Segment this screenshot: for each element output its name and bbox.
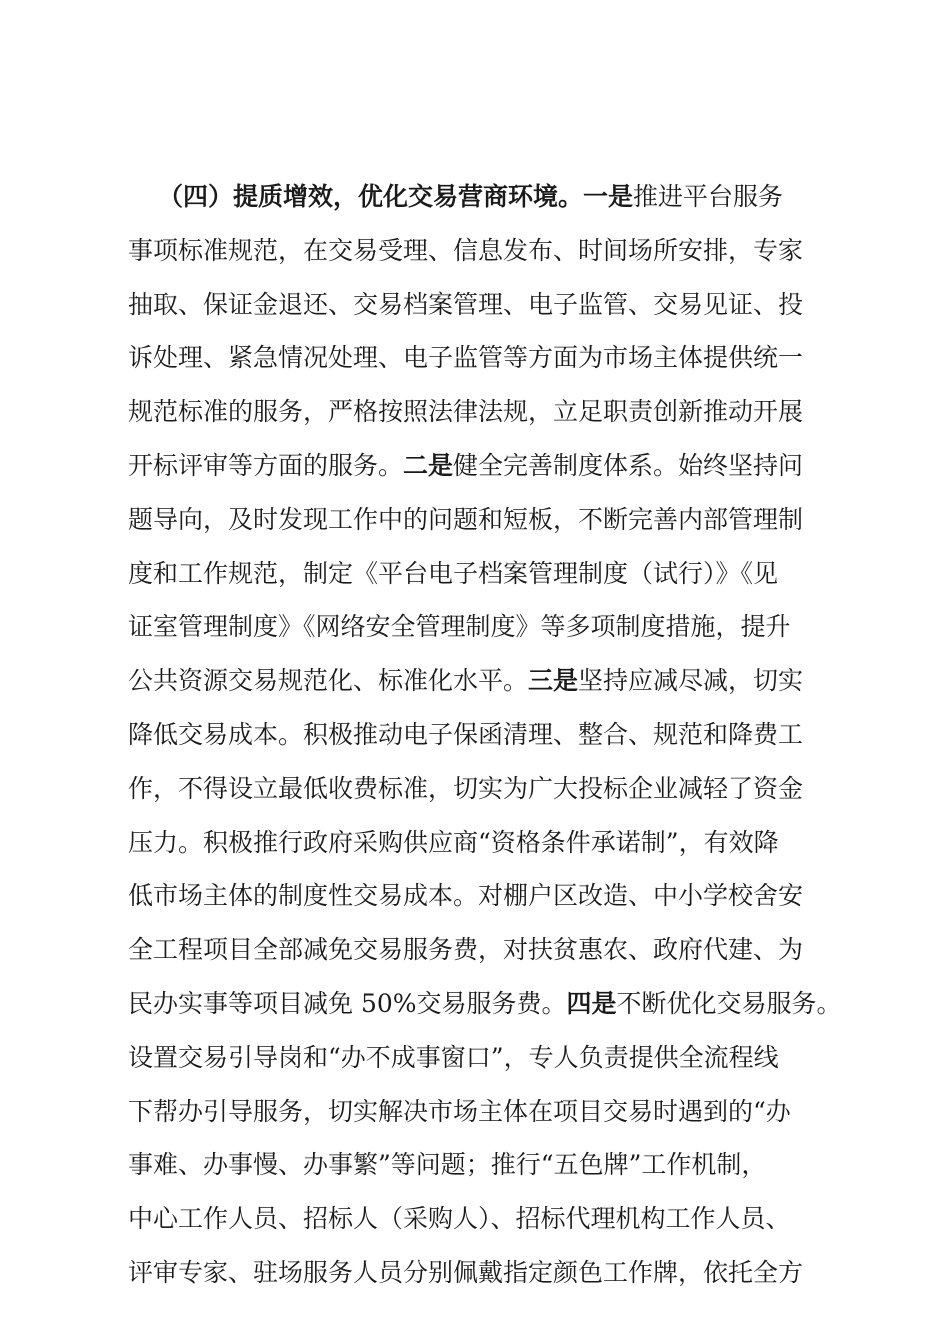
text-segment: 中心工作人员、招标人（采购人）、招标代理机构工作人员、 [128, 1204, 791, 1234]
text-segment: 推进平台服务 [633, 182, 784, 211]
text-line [128, 923, 850, 977]
text-line [128, 1085, 850, 1139]
text-line [128, 762, 850, 816]
section-heading: （四）提质增效，优化交易营商环境。 [158, 182, 584, 211]
text-line [128, 385, 850, 439]
text-segment: 坚持应减尽减，切实 [578, 666, 804, 696]
text-segment: 抽取、保证金退还、交易档案管理、电子监管、交易见证、投 [128, 289, 804, 319]
text-segment: 度和工作规范，制定《平台电子档案管理制度（试行）》《见 [128, 558, 779, 588]
text-line [128, 493, 850, 547]
text-segment: 下帮办引导服务，切实解决市场主体在项目交易时遇到的“办 [128, 1096, 791, 1126]
text-segment: 规范标准的服务，严格按照法律法规，立足职责创新推动开展 [128, 397, 804, 427]
text-line [128, 1138, 850, 1192]
point-marker: 二是 [403, 450, 454, 480]
text-segment: 设置交易引导岗和“办不成事窗口”，专人负责提供全流程线 [128, 1042, 779, 1072]
body-paragraph [128, 170, 850, 1300]
text-line [128, 547, 850, 601]
point-marker: 三是 [528, 666, 579, 696]
text-segment: 健全完善制度体系。始终坚持问 [453, 450, 804, 480]
text-line [128, 439, 850, 493]
text-segment: 证室管理制度》《网络安全管理制度》等多项制度措施，提升 [128, 612, 791, 642]
text-line [128, 278, 850, 332]
point-marker: 四是 [566, 988, 617, 1018]
text-line [128, 1246, 850, 1300]
text-segment: 全工程项目全部减免交易服务费，对扶贫惠农、政府代建、为 [128, 935, 804, 965]
text-segment: 作，不得设立最低收费标准，切实为广大投标企业减轻了资金 [128, 773, 804, 803]
text-line [128, 170, 850, 224]
text-segment: 题导向，及时发现工作中的问题和短板，不断完善内部管理制 [128, 504, 804, 534]
text-line [128, 1031, 850, 1085]
text-segment: 不断优化交易服务。 [616, 988, 842, 1018]
text-line [128, 224, 850, 278]
text-segment: 民办实事等项目减免 50%交易服务费。 [128, 988, 567, 1018]
text-segment: 公共资源交易规范化、标准化水平。 [128, 666, 529, 696]
text-line [128, 654, 850, 708]
text-segment: 降低交易成本。积极推动电子保函清理、整合、规范和降费工 [128, 719, 804, 749]
text-line [128, 600, 850, 654]
text-line [128, 708, 850, 762]
text-segment: 事项标准规范，在交易受理、信息发布、时间场所安排，专家 [128, 235, 804, 265]
text-line [128, 331, 850, 385]
text-line [128, 977, 850, 1031]
text-segment: 事难、办事慢、办事繁”等问题；推行“五色牌”工作机制， [128, 1150, 767, 1180]
text-segment: 开标评审等方面的服务。 [128, 450, 404, 480]
text-segment: 评审专家、驻场服务人员分别佩戴指定颜色工作牌，依托全方 [128, 1257, 804, 1287]
text-line [128, 1192, 850, 1246]
point-marker: 一是 [583, 182, 634, 211]
text-line [128, 869, 850, 923]
text-line [128, 816, 850, 870]
text-segment: 诉处理、紧急情况处理、电子监管等方面为市场主体提供统一 [128, 343, 804, 373]
text-segment: 压力。积极推行政府采购供应商“资格条件承诺制”，有效降 [128, 827, 779, 857]
text-segment: 低市场主体的制度性交易成本。对棚户区改造、中小学校舍安 [128, 881, 804, 911]
